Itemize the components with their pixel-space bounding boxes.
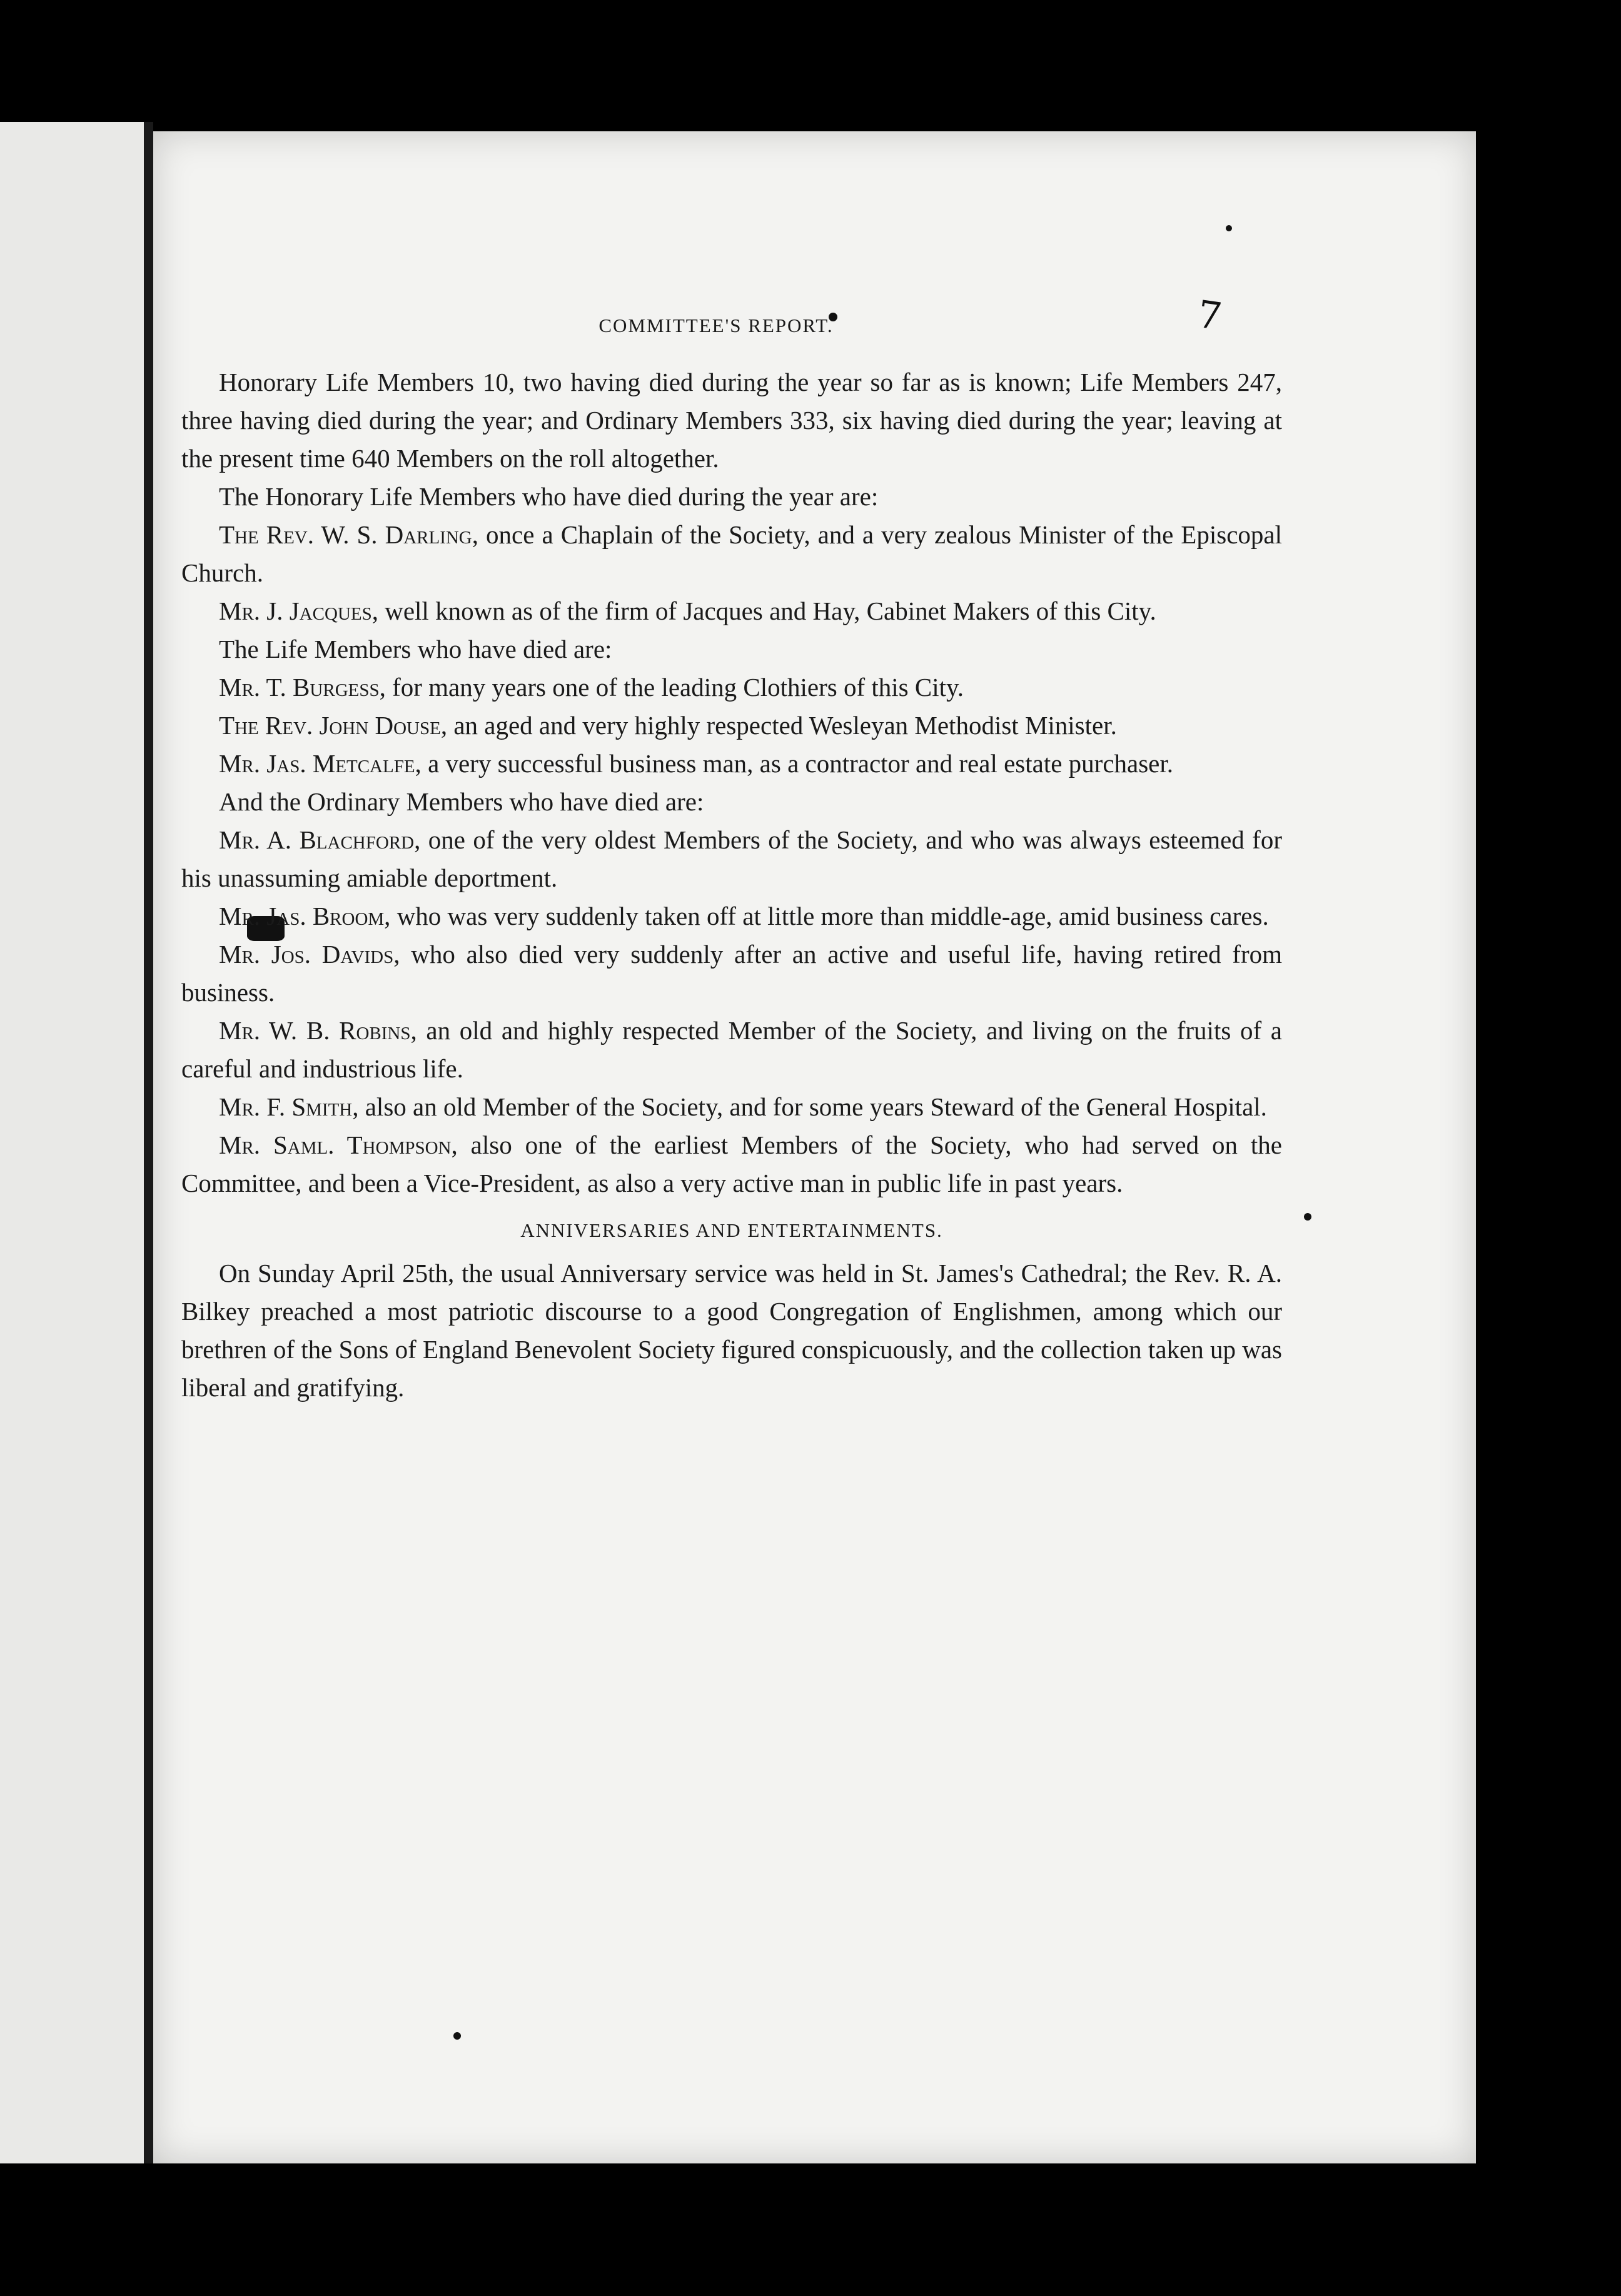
scan-speck <box>1226 225 1232 231</box>
paragraph-mr-broom <box>181 897 1282 935</box>
member-name: Mr. Jas. Broom, <box>219 902 391 930</box>
paragraph-rev-darling <box>181 516 1282 592</box>
member-name: Mr. F. Smith, <box>219 1092 359 1121</box>
paragraph-text: an aged and very highly respected Wesleyan Methodist Minister. <box>447 711 1117 740</box>
paragraph-text: also one of the earliest Members of the Society, who had served on the Committee, and been a Vice-President, as also a very active man in public life in past years. <box>181 1130 1282 1197</box>
section-heading: ANNIVERSARIES AND ENTERTAINMENTS. <box>520 1219 943 1241</box>
paragraph-text: also an old Member of the Society, and for some years Steward of the General Hospital. <box>358 1092 1267 1121</box>
paragraph-text: an old and highly respected Member of the Society, and living on the fruits of a careful and industrious life. <box>181 1016 1282 1083</box>
paragraph-ordinary-deaths-intro <box>181 783 1282 821</box>
paragraph-mr-jacques <box>181 592 1282 630</box>
paragraph-text: once a Chaplain of the Society, and a very zealous Minister of the Episcopal Church. <box>181 520 1282 587</box>
member-name: Mr. A. Blachford, <box>219 825 421 854</box>
paragraph-text: one of the very oldest Members of the Society, and who was always esteemed for his unassuming amiable deportment. <box>181 825 1282 892</box>
paragraph-rev-douse <box>181 707 1282 745</box>
page-gutter <box>144 122 153 2163</box>
running-head: COMMITTEE'S REPORT. <box>598 315 834 336</box>
member-name: The Rev. W. S. Darling, <box>219 520 478 549</box>
page-number: 7 <box>1194 292 1225 340</box>
paragraph-mr-smith <box>181 1088 1282 1126</box>
paragraph-mr-metcalfe <box>181 745 1282 783</box>
scan-speck <box>1304 1213 1311 1221</box>
anniversary-paragraph: On Sunday April 25th, the usual Anniversary service was held in St. James's Cathedral; the Rev. R. A. Bilkey preached a most patriotic discourse to a good Congregation of Englishmen, among which our brethren of the Sons of England Benevolent Society figured conspicuously, and the collection taken up was liberal and gratifying. <box>181 1259 1282 1402</box>
paragraph-mr-thompson <box>181 1126 1282 1202</box>
member-name: Mr. Saml. Thompson, <box>219 1130 458 1159</box>
paragraph-text: The Honorary Life Members who have died during the year are: <box>219 482 879 511</box>
paragraph-text: well known as of the firm of Jacques and Hay, Cabinet Makers of this City. <box>378 597 1156 625</box>
facing-page-edge <box>0 122 144 2163</box>
paragraph-mr-robins <box>181 1012 1282 1088</box>
member-name: Mr. W. B. Robins, <box>219 1016 417 1045</box>
paragraph-text: who also died very suddenly after an active and useful life, having retired from business. <box>181 940 1283 1007</box>
paragraph-honorary-deaths-intro <box>181 478 1282 516</box>
member-name: Mr. J. Jacques, <box>219 597 378 625</box>
member-name: The Rev. John Douse, <box>219 711 448 740</box>
paragraph-text: The Life Members who have died are: <box>219 635 612 663</box>
paragraph-life-deaths-intro <box>181 630 1282 668</box>
paragraph-text: for many years one of the leading Clothiers of this City. <box>385 673 964 702</box>
paragraph-mr-blachford <box>181 821 1282 897</box>
member-name: Mr. Jas. Metcalfe, <box>219 749 422 778</box>
report-text <box>181 306 1282 1407</box>
paragraph-membership-totals <box>181 363 1282 478</box>
paragraph-text: And the Ordinary Members who have died are: <box>219 787 704 816</box>
scan-speck <box>453 2032 461 2040</box>
paragraph-mr-davids <box>181 935 1282 1012</box>
paragraph-mr-burgess <box>181 668 1282 707</box>
paragraph-text: a very successful business man, as a contractor and real estate purchaser. <box>421 749 1174 778</box>
member-name: Mr. Jos. Davids, <box>219 940 400 969</box>
paragraph-text: who was very suddenly taken off at little more than middle-age, amid business cares. <box>390 902 1269 930</box>
paragraph-list <box>181 363 1282 1202</box>
paragraph-text: Honorary Life Members 10, two having died during the year so far as is known; Life Members 247, three having died during the year; and Ordinary Members 333, six having died during the year; leaving at the present time 640 Members on the roll altogether. <box>181 368 1282 473</box>
member-name: Mr. T. Burgess, <box>219 673 386 702</box>
